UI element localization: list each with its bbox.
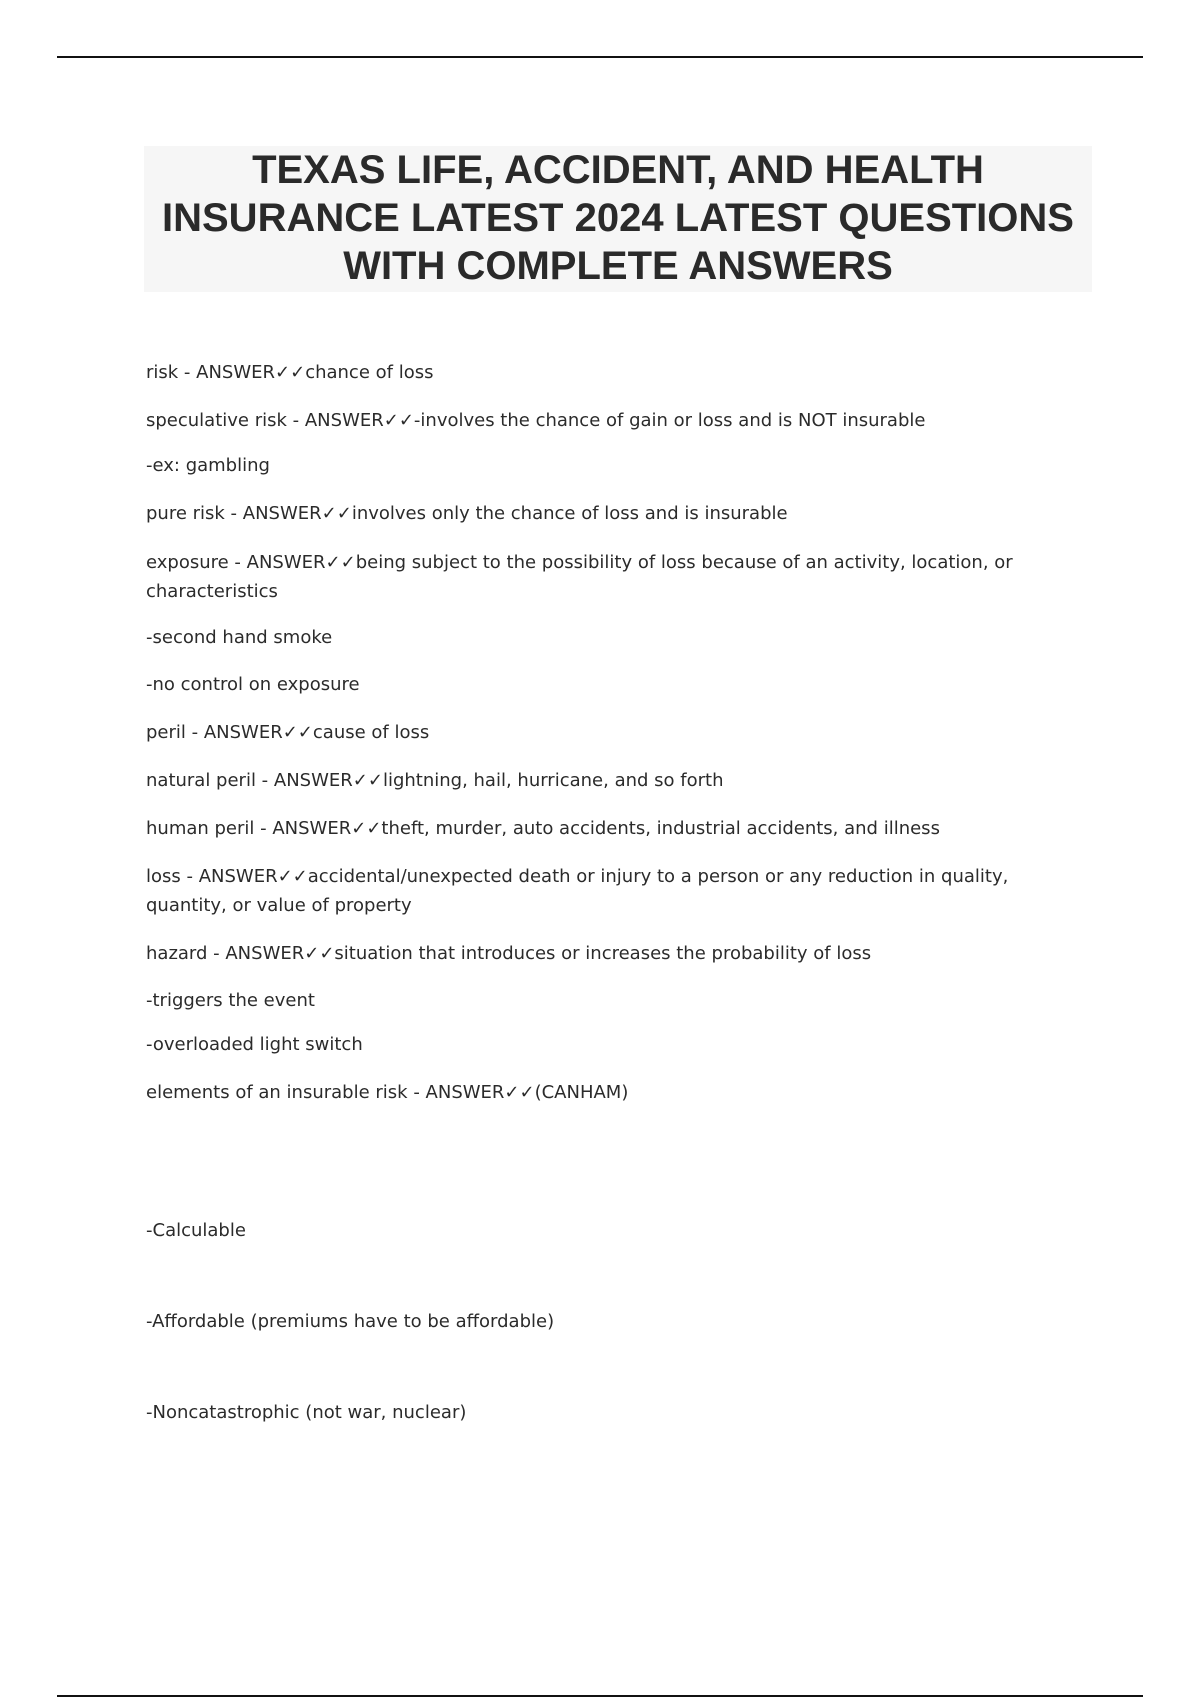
qa-exposure: exposure - ANSWER✓✓being subject to the possibility of loss because of an activity, location, or characteristics bbox=[146, 552, 1013, 602]
bottom-rule bbox=[57, 1695, 1143, 1697]
element-calculable: -Calculable bbox=[146, 1220, 246, 1241]
qa-human-peril: human peril - ANSWER✓✓theft, murder, auto accidents, industrial accidents, and illness bbox=[146, 818, 940, 839]
element-affordable: -Affordable (premiums have to be affordable) bbox=[146, 1311, 555, 1332]
top-rule bbox=[57, 56, 1143, 58]
note-triggers-event: -triggers the event bbox=[146, 990, 315, 1011]
note-no-control: -no control on exposure bbox=[146, 674, 360, 695]
qa-risk: risk - ANSWER✓✓chance of loss bbox=[146, 362, 434, 383]
qa-elements-insurable-risk: elements of an insurable risk - ANSWER✓✓(CANHAM) bbox=[146, 1082, 629, 1103]
qa-natural-peril: natural peril - ANSWER✓✓lightning, hail, hurricane, and so forth bbox=[146, 770, 724, 791]
note-second-hand-smoke: -second hand smoke bbox=[146, 627, 333, 648]
qa-speculative-risk: speculative risk - ANSWER✓✓-involves the chance of gain or loss and is NOT insurable bbox=[146, 410, 926, 431]
qa-pure-risk: pure risk - ANSWER✓✓involves only the chance of loss and is insurable bbox=[146, 503, 788, 524]
qa-peril: peril - ANSWER✓✓cause of loss bbox=[146, 722, 430, 743]
document-title: TEXAS LIFE, ACCIDENT, AND HEALTH INSURANCE LATEST 2024 LATEST QUESTIONS WITH COMPLETE ANSWERS bbox=[162, 148, 1074, 288]
qa-loss: loss - ANSWER✓✓accidental/unexpected death or injury to a person or any reduction in quality, quantity, or value of property bbox=[146, 866, 1009, 916]
qa-hazard: hazard - ANSWER✓✓situation that introduces or increases the probability of loss bbox=[146, 943, 872, 964]
element-noncatastrophic: -Noncatastrophic (not war, nuclear) bbox=[146, 1402, 467, 1423]
note-ex-gambling: -ex: gambling bbox=[146, 455, 270, 476]
note-overloaded-switch: -overloaded light switch bbox=[146, 1034, 363, 1055]
title-banner bbox=[144, 146, 1092, 292]
